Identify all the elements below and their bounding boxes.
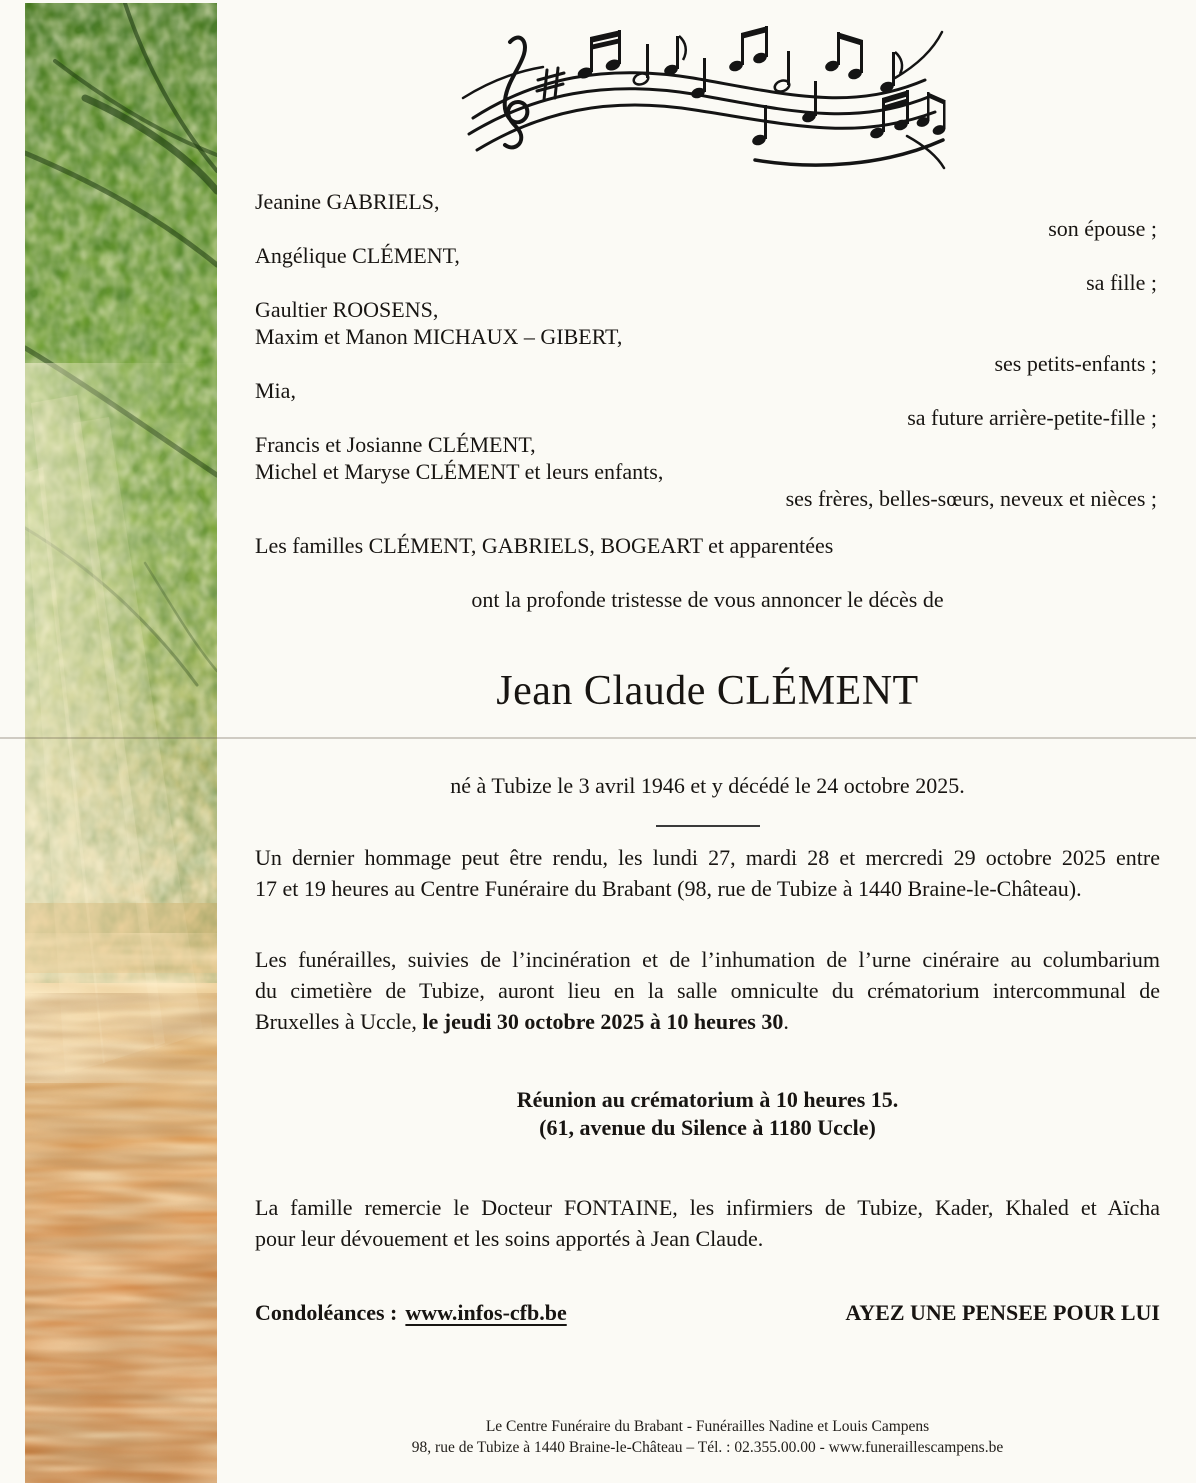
relative-line: Angélique CLÉMENT, bbox=[255, 243, 460, 268]
meeting-info bbox=[255, 1086, 1160, 1142]
relation-label: sa future arrière-petite-fille ; bbox=[907, 405, 1157, 430]
funeral-datetime-bold: le jeudi 30 octobre 2025 à 10 heures 30 bbox=[422, 1009, 784, 1034]
relatives-list bbox=[255, 188, 1160, 512]
footer-line-1: Le Centre Funéraire du Brabant - Funérailles Nadine et Louis Campens bbox=[485, 1418, 930, 1435]
relation-label: ses frères, belles-sœurs, neveux et nièces ; bbox=[785, 486, 1157, 511]
funeral-line: Bruxelles à Uccle, le jeudi 30 octobre 2025 à 10 heures 30. bbox=[255, 1009, 789, 1034]
tribute-paragraph bbox=[255, 842, 1160, 904]
relative-line: Francis et Josianne CLÉMENT, bbox=[255, 432, 536, 457]
forest-photo-strip bbox=[25, 3, 217, 1483]
condolences-link[interactable]: www.infos-cfb.be bbox=[405, 1300, 567, 1325]
condolences-row bbox=[255, 1299, 1160, 1326]
funeral-paragraph bbox=[255, 944, 1160, 1037]
relation-label: sa fille ; bbox=[1086, 270, 1157, 295]
announce-line: ont la profonde tristesse de vous annoncer le décès de bbox=[471, 587, 944, 612]
relative-line: Gaultier ROOSENS, bbox=[255, 297, 439, 322]
thanks-paragraph bbox=[255, 1192, 1160, 1254]
meeting-time-line: Réunion au crématorium à 10 heures 15. bbox=[516, 1087, 899, 1112]
relative-line: Jeanine GABRIELS, bbox=[255, 189, 440, 214]
relative-line: Maxim et Manon MICHAUX – GIBERT, bbox=[255, 324, 623, 349]
remembrance-line: AYEZ UNE PENSEE POUR LUI bbox=[845, 1300, 1160, 1325]
thanks-line: La famille remercie le Docteur FONTAINE, les infirmiers de Tubize, Kader, Khaled et Aïcha bbox=[255, 1195, 1160, 1220]
relation-label: ses petits-enfants ; bbox=[994, 351, 1157, 376]
section-divider bbox=[656, 825, 760, 827]
funeral-home-footer bbox=[255, 1416, 1160, 1458]
funeral-line: du cimetière de Tubize, auront lieu en la salle omniculte du crématorium intercommunal de bbox=[255, 978, 1160, 1003]
thanks-line: pour leur dévouement et les soins apportés à Jean Claude. bbox=[255, 1226, 764, 1251]
footer-line-2: 98, rue de Tubize à 1440 Braine-le-Château – Tél. : 02.355.00.00 - www.funeraillescampens.be bbox=[411, 1439, 1004, 1456]
tribute-line: 17 et 19 heures au Centre Funéraire du Brabant (98, rue de Tubize à 1440 Braine-le-Château). bbox=[255, 876, 1082, 901]
forest-path-image bbox=[25, 3, 217, 1483]
relative-line: Mia, bbox=[255, 378, 296, 403]
life-dates-line: né à Tubize le 3 avril 1946 et y décédé le 24 octobre 2025. bbox=[450, 773, 965, 798]
deceased-name: Jean Claude CLÉMENT bbox=[496, 668, 919, 714]
tribute-line: Un dernier hommage peut être rendu, les lundi 27, mardi 28 et mercredi 29 octobre 2025 entre bbox=[255, 845, 1160, 870]
meeting-address-line: (61, avenue du Silence à 1180 Uccle) bbox=[539, 1115, 876, 1140]
funeral-line: Les funérailles, suivies de l’incinération et de l’inhumation de l’urne cinéraire au columbarium bbox=[255, 947, 1160, 972]
relative-line: Michel et Maryse CLÉMENT et leurs enfants, bbox=[255, 459, 664, 484]
scan-fold-line bbox=[0, 737, 1196, 739]
announcement-body bbox=[255, 0, 1160, 1326]
relation-label: son épouse ; bbox=[1048, 216, 1157, 241]
condolences-label: Condoléances : bbox=[255, 1300, 398, 1325]
families-line: Les familles CLÉMENT, GABRIELS, BOGEART et apparentées bbox=[255, 533, 834, 558]
condolences-line bbox=[255, 1299, 567, 1326]
